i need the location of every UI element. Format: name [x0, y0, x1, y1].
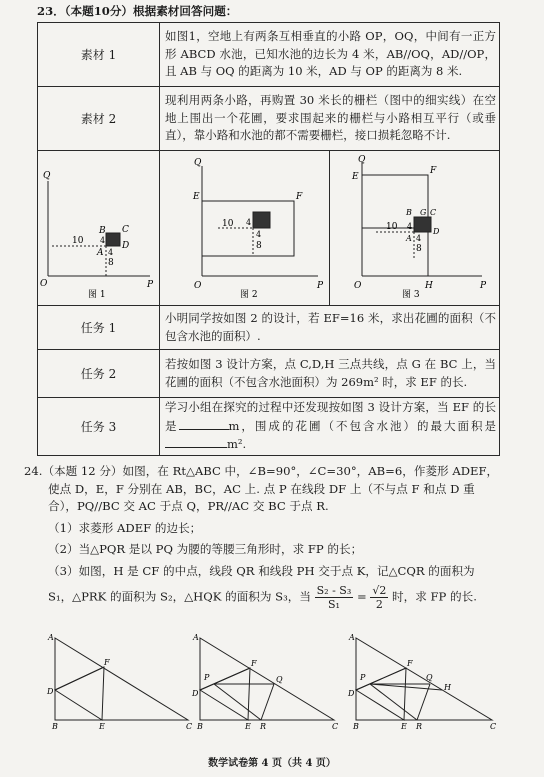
fig2-10-label: 10 — [222, 219, 234, 229]
figure-1-cell — [38, 151, 160, 306]
task-3-blank-2[interactable] — [165, 435, 227, 448]
t1-f-label: F — [104, 658, 110, 667]
fig3-q-label: Q — [358, 155, 366, 165]
task-2-label: 任务 2 — [38, 350, 160, 398]
q24-sub-3-line-2 — [24, 584, 528, 611]
fig2-8-label: 8 — [256, 241, 262, 251]
fraction-s2-s3-over-s1 — [315, 584, 354, 611]
t3-r-label: R — [416, 722, 423, 730]
fig2-e-label: E — [193, 192, 200, 202]
equals-sign: = — [356, 589, 367, 604]
fig3-b-label: B — [406, 208, 412, 217]
figure-2 — [160, 151, 329, 301]
task-1-text: 小明同学按如图 2 的设计，若 EF=16 米，求出花圃的面积（不包含水池的面积）. — [160, 306, 500, 350]
fig2-o-label: O — [194, 281, 202, 291]
fig2-f-label: F — [296, 192, 303, 202]
fig1-d-label: D — [122, 241, 130, 251]
fraction-root2-over-2 — [370, 584, 388, 611]
t2-p-label: P — [204, 673, 210, 682]
task-3-text-c: m². — [227, 437, 247, 452]
triangle-figure-2 — [188, 630, 348, 730]
task-1-label: 任务 1 — [38, 306, 160, 350]
fig1-b-label: B — [99, 226, 106, 236]
t3-c-label: C — [490, 722, 497, 730]
material-1-label: 素材 1 — [38, 23, 160, 87]
fig3-g-label: G — [420, 208, 427, 217]
t2-a-label: A — [193, 633, 199, 642]
fig3-h-label: H — [425, 281, 433, 291]
triangle-figure-1 — [40, 630, 200, 730]
t2-r-label: R — [260, 722, 267, 730]
t1-b-label: B — [52, 722, 58, 730]
t3-e-label: E — [401, 722, 407, 730]
t1-a-label: A — [48, 633, 54, 642]
fig1-a-label: A — [97, 248, 104, 258]
fig1-p-label: P — [147, 280, 154, 290]
fig1-10-label: 10 — [72, 236, 84, 246]
q23-header: 23．（本题10分）根据素材回答问题： — [37, 4, 238, 18]
q24-sub-2: （2）当△PQR 是以 PQ 为腰的等腰三角形时，求 FP 的长； — [48, 542, 363, 557]
triangle-figure-3 — [344, 630, 509, 730]
fig1-o-label: O — [40, 279, 48, 289]
t2-d-label: D — [192, 689, 199, 698]
task-3-text-a: 学习小组在探究的过程中还发现按如图 3 设计方案，当 EF 的长是 — [165, 400, 496, 433]
task-3-text-b: m，围成的花圃（不包含水池）的最大面积是 — [228, 418, 497, 433]
figure-3 — [330, 151, 499, 301]
frac1-denominator: S₁ — [327, 597, 340, 611]
fig3-f-label: F — [430, 166, 437, 176]
fig1-c-label: C — [122, 225, 129, 235]
q24-header: 24.（本题 12 分）如图，在 Rt△ABC 中，∠B=90°，∠C=30°，AB=6，作菱形 ADEF， — [24, 464, 499, 478]
fig3-4a-label: 4 — [407, 222, 413, 231]
t3-p-label: P — [360, 673, 366, 682]
fig2-caption: 图 2 — [240, 290, 258, 300]
fig2-4b-label: 4 — [256, 230, 262, 239]
fig1-caption: 图 1 — [88, 290, 106, 300]
fig3-d-label: D — [433, 227, 440, 236]
figure-2-cell — [160, 151, 330, 306]
fig3-c-label: C — [430, 208, 437, 217]
t1-e-label: E — [99, 722, 105, 730]
q24-sub-3-line-1: （3）如图，H 是 CF 的中点，线段 QR 和线段 PH 交于点 K，记△CQR 的面积为 — [48, 563, 475, 578]
q24-block — [24, 463, 528, 611]
t3-d-label: D — [348, 689, 355, 698]
fig3-caption: 图 3 — [402, 290, 420, 300]
t2-e-label: E — [245, 722, 251, 730]
fig3-8-label: 8 — [416, 244, 422, 254]
q24-sub-1: （1）求菱形 ADEF 的边长； — [48, 520, 202, 535]
figure-3-cell — [330, 151, 500, 306]
material-1-text: 如图1，空地上有两条互相垂直的小路 OP，OQ，中间有一正方形 ABCD 水池，已知水池的边长为 4 米，AB//OQ，AD//OP，且 AB 与 OQ 的距离为 10 米，AD 与 OP 的距离为 8 米. — [160, 23, 500, 87]
page-footer: 数学试卷第 4 页（共 4 页） — [208, 758, 336, 769]
task-2-text: 若按如图 3 设计方案，点 C,D,H 三点共线，点 G 在 BC 上，当花圃的面积（不包含水池面积）为 269m² 时，求 EF 的长. — [160, 350, 500, 398]
task-3-blank-1[interactable] — [179, 417, 229, 430]
t3-h-label: H — [444, 683, 451, 692]
t2-c-label: C — [332, 722, 339, 730]
fig2-p-label: P — [317, 281, 324, 291]
frac2-denominator: 2 — [375, 597, 383, 611]
t3-f-label: F — [407, 659, 413, 668]
t3-b-label: B — [353, 722, 359, 730]
fig1-8-label: 8 — [108, 258, 114, 268]
materials-table — [37, 22, 500, 456]
t1-c-label: C — [186, 722, 193, 730]
material-2-label: 素材 2 — [38, 87, 160, 151]
task-3-label: 任务 3 — [38, 398, 160, 456]
frac1-numerator: S₂ - S₃ — [316, 583, 352, 597]
fig2-q-label: Q — [194, 158, 202, 168]
q24-line-2: 使点 D，E，F 分别在 AB，BC，AC 上. 点 P 在线段 DF 上（不与点 F 和点 D 重 — [48, 481, 475, 496]
fig1-4a-label: 4 — [100, 236, 106, 245]
fig3-p-label: P — [480, 281, 487, 291]
q24-sub-3-text-a: S₁，△PRK 的面积为 S₂，△HQK 的面积为 S₃，当 — [48, 589, 311, 604]
fig3-o-label: O — [354, 281, 362, 291]
fig3-10-label: 10 — [386, 222, 398, 232]
frac2-numerator: √2 — [372, 583, 387, 597]
fig1-q-label: Q — [43, 171, 51, 181]
fig2-4a-label: 4 — [246, 218, 252, 227]
t3-q-label: Q — [426, 673, 433, 682]
q24-sub-3-text-b: 时，求 FP 的长. — [392, 589, 477, 604]
fig3-4b-label: 4 — [416, 234, 422, 243]
fig1-4b-label: 4 — [108, 248, 114, 257]
figure-1 — [38, 151, 159, 301]
t3-a-label: A — [349, 633, 355, 642]
t2-b-label: B — [197, 722, 203, 730]
fig3-e-label: E — [352, 172, 359, 182]
task-3-text — [160, 398, 500, 456]
material-2-text: 现利用两条小路，再购置 30 米长的栅栏（图中的细实线）在空地上围出一个花圃，要求围起来的栅栏与小路相互平行（或垂直），靠小路和水池的都不需要栅栏，接口损耗忽略不计. — [160, 87, 500, 151]
fig3-a-label: A — [406, 234, 412, 243]
t2-q-label: Q — [276, 675, 283, 684]
t1-d-label: D — [47, 687, 54, 696]
t2-f-label: F — [251, 659, 257, 668]
q24-line-3: 合），PQ//BC 交 AC 于点 Q，PR//AC 交 BC 于点 R. — [48, 499, 329, 514]
